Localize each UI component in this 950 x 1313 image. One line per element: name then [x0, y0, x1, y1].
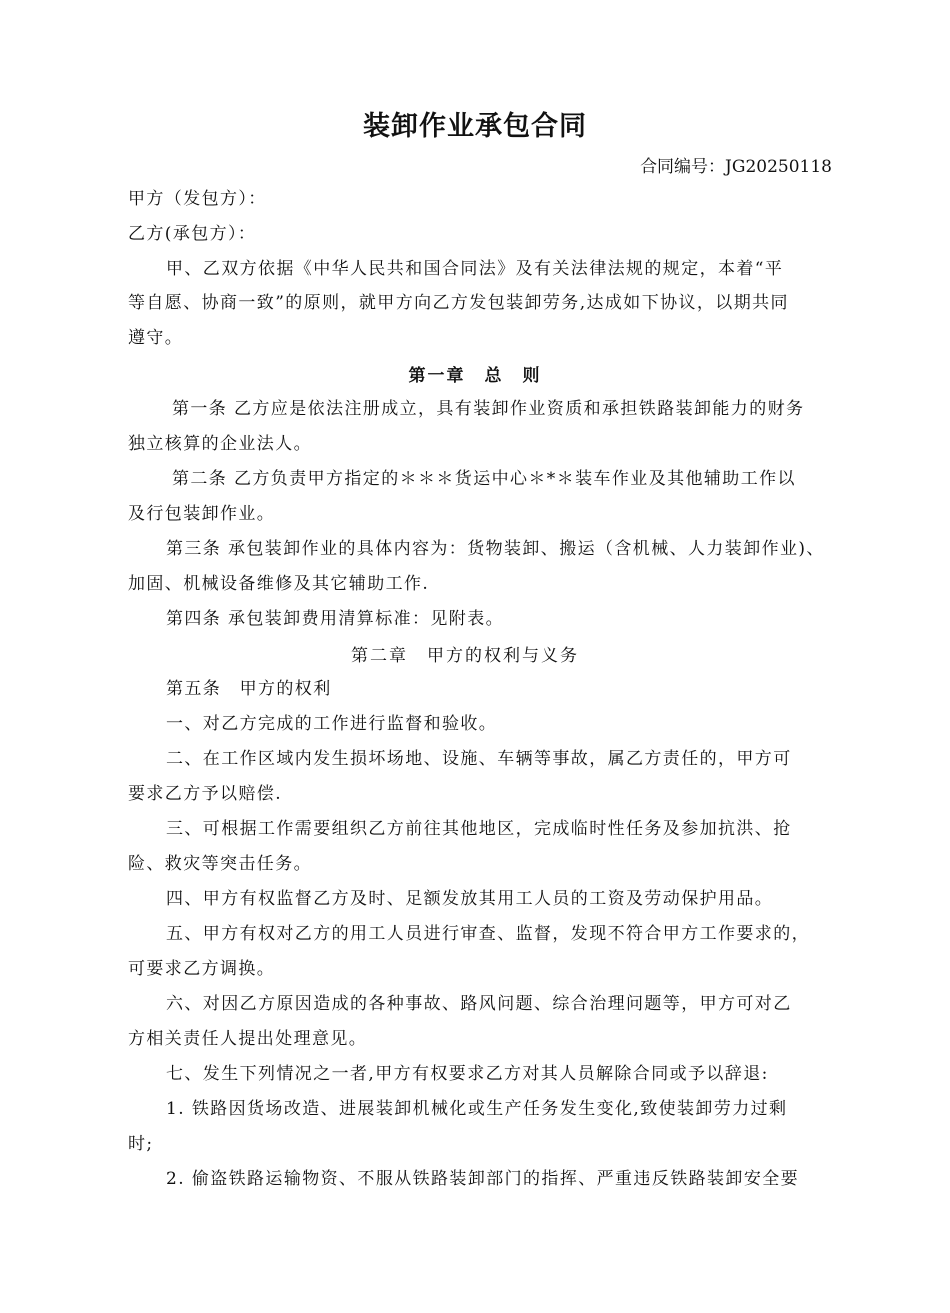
intro-line-1: 甲、乙双方依据《中华人民共和国合同法》及有关法律法规的规定，本着“平	[166, 259, 784, 279]
item-5-line-2: 可要求乙方调换。	[128, 959, 276, 979]
chapter-2-heading: 第二章 甲方的权利与义务	[351, 646, 579, 666]
item-1-line-1: 一、对乙方完成的工作进行监督和验收。	[166, 714, 498, 734]
item-3-line-2: 险、救灾等突击任务。	[128, 854, 312, 874]
document-title: 装卸作业承包合同	[363, 111, 587, 142]
item-6-line-1: 六、对因乙方原因造成的各种事故、路风问题、综合治理问题等，甲方可对乙	[166, 994, 792, 1014]
party-b-line: 乙方(承包方）：	[128, 224, 257, 244]
intro-line-2: 等自愿、协商一致”的原则，就甲方向乙方发包装卸劳务,达成如下协议，以期共同	[128, 293, 789, 313]
article-2-line-2: 及行包装卸作业。	[128, 504, 276, 524]
article-5-line: 第五条 甲方的权利	[166, 679, 332, 699]
item-2-line-1: 二、在工作区域内发生损坏场地、设施、车辆等事故，属乙方责任的，甲方可	[166, 749, 792, 769]
article-2-line-1: 第二条 乙方负责甲方指定的＊＊＊货运中心＊*＊装车作业及其他辅助工作以	[172, 469, 796, 489]
article-1-line-1: 第一条 乙方应是依法注册成立，具有装卸作业资质和承担铁路装卸能力的财务	[172, 399, 805, 419]
sub-item-1-line-2: 时;	[128, 1134, 154, 1154]
item-3-line-1: 三、可根据工作需要组织乙方前往其他地区，完成临时性任务及参加抗洪、抢	[166, 819, 792, 839]
item-2-line-2: 要求乙方予以赔偿.	[128, 784, 283, 804]
item-5-line-1: 五、甲方有权对乙方的用工人员进行审查、监督，发现不符合甲方工作要求的，	[166, 924, 810, 944]
item-6-line-2: 方相关责任人提出处理意见。	[128, 1029, 368, 1049]
intro-line-3: 遵守。	[128, 328, 184, 348]
contract-number: 合同编号：JG20250118	[640, 157, 832, 177]
item-4-line-1: 四、甲方有权监督乙方及时、足额发放其用工人员的工资及劳动保护用品。	[166, 889, 774, 909]
chapter-1-heading: 第一章 总 则	[408, 366, 542, 386]
sub-item-1-line-1: 1. 铁路因货场改造、进展装卸机械化或生产任务发生变化,致使装卸劳力过剩	[166, 1099, 788, 1119]
article-3-line-2: 加固、机械设备维修及其它辅助工作.	[128, 574, 430, 594]
article-1-line-2: 独立核算的企业法人。	[128, 434, 312, 454]
party-a-line: 甲方（发包方）：	[128, 189, 267, 209]
article-4-line: 第四条 承包装卸费用清算标准：见附表。	[166, 609, 505, 629]
item-7-line-1: 七、发生下列情况之一者,甲方有权要求乙方对其人员解除合同或予以辞退:	[166, 1064, 769, 1084]
sub-item-2-line-1: 2. 偷盗铁路运输物资、不服从铁路装卸部门的指挥、严重违反铁路装卸安全要	[166, 1169, 800, 1189]
article-3-line-1: 第三条 承包装卸作业的具体内容为：货物装卸、搬运（含机械、人力装卸作业)、	[166, 539, 825, 559]
